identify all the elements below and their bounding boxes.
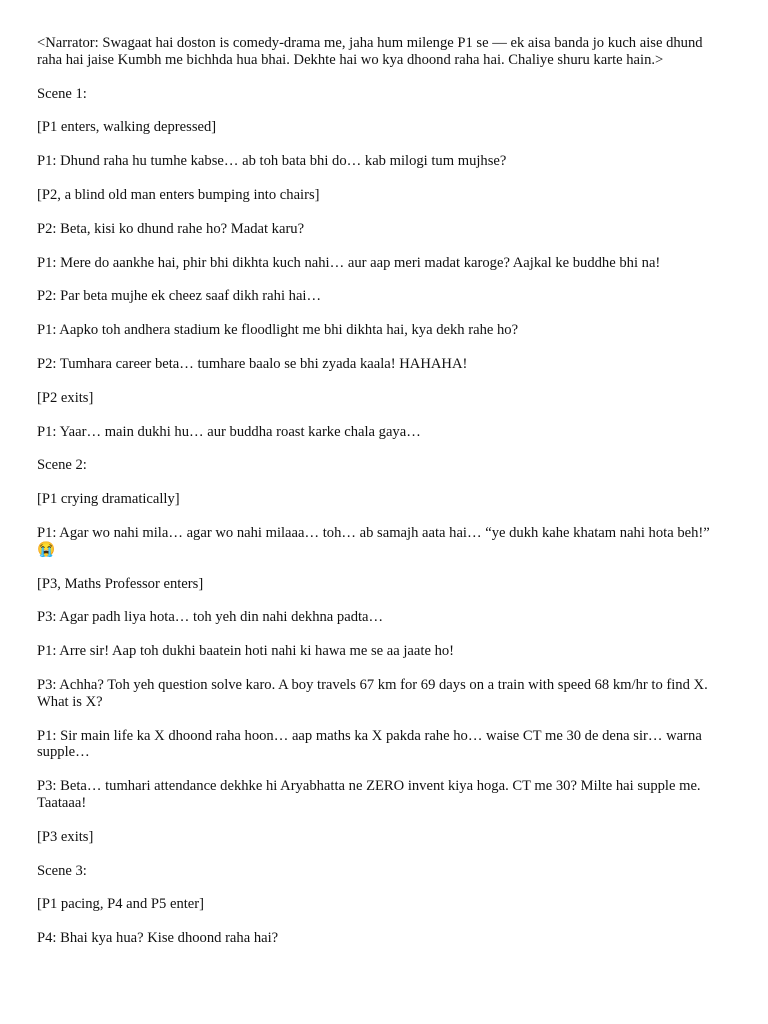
stage-direction: [P2, a blind old man enters bumping into chairs] xyxy=(37,186,320,203)
dialogue-line: P1: Arre sir! Aap toh dukhi baatein hoti nahi ki hawa me se aa jaate ho! xyxy=(37,643,455,660)
dialogue-line: P1: Agar wo nahi mila… agar wo nahi milaaa… toh… ab samajh aata hai… “ye dukh kahe khatam nahi hota beh!” 😭 xyxy=(37,524,710,558)
dialogue-line: P1: Yaar… main dukhi hu… aur buddha roast karke chala gaya… xyxy=(37,423,421,440)
dialogue-line: P2: Par beta mujhe ek cheez saaf dikh rahi hai… xyxy=(37,288,322,305)
scene-heading: Scene 2: xyxy=(37,457,87,474)
dialogue-line: P1: Aapko toh andhera stadium ke floodlight me bhi dikhta hai, kya dekh rahe ho? xyxy=(37,322,519,339)
dialogue-line: P1: Dhund raha hu tumhe kabse… ab toh bata bhi do… kab milogi tum mujhse? xyxy=(37,153,507,170)
dialogue-line: P1: Mere do aankhe hai, phir bhi dikhta kuch nahi… aur aap meri madat karoge? Aajkal ke buddhe bhi na! xyxy=(37,254,661,271)
stage-direction: [P2 exits] xyxy=(37,389,94,406)
scene-heading: Scene 1: xyxy=(37,85,87,102)
dialogue-line: P4: Bhai kya hua? Kise dhoond raha hai? xyxy=(37,930,279,947)
stage-direction: [P1 crying dramatically] xyxy=(37,491,180,508)
dialogue-line: P3: Achha? Toh yeh question solve karo. A boy travels 67 km for 69 days on a train with speed 68 km/hr to find X. What is X? xyxy=(37,676,708,710)
stage-direction: [P1 pacing, P4 and P5 enter] xyxy=(37,896,204,913)
document-page xyxy=(37,35,731,964)
dialogue-line: P2: Beta, kisi ko dhund rahe ho? Madat karu? xyxy=(37,220,305,237)
dialogue-line: P3: Beta… tumhari attendance dekhke hi Aryabhatta ne ZERO invent kiya hoga. CT me 30? Milte hai supple me. Taataaa! xyxy=(37,778,701,811)
scene-heading: Scene 3: xyxy=(37,862,87,879)
stage-direction: [P3, Maths Professor enters] xyxy=(37,575,204,592)
dialogue-line: P2: Tumhara career beta… tumhare baalo se bhi zyada kaala! HAHAHA! xyxy=(37,355,468,372)
dialogue-line: P1: Sir main life ka X dhoond raha hoon… aap maths ka X pakda rahe ho… waise CT me 30 de dena sir… warna supple… xyxy=(37,727,702,761)
dialogue-line: P3: Agar padh liya hota… toh yeh din nahi dekhna padta… xyxy=(37,609,384,626)
narrator-intro: <Narrator: Swagaat hai doston is comedy-drama me, jaha hum milenge P1 se — ek aisa banda jo kuch aise dhund raha hai jaise Kumbh me bichhda hua bhai. Dekhte hai wo kya dhoond raha hai. Chaliye shuru karte hain.> xyxy=(37,35,703,68)
stage-direction: [P3 exits] xyxy=(37,828,94,845)
stage-direction: [P1 enters, walking depressed] xyxy=(37,119,217,136)
